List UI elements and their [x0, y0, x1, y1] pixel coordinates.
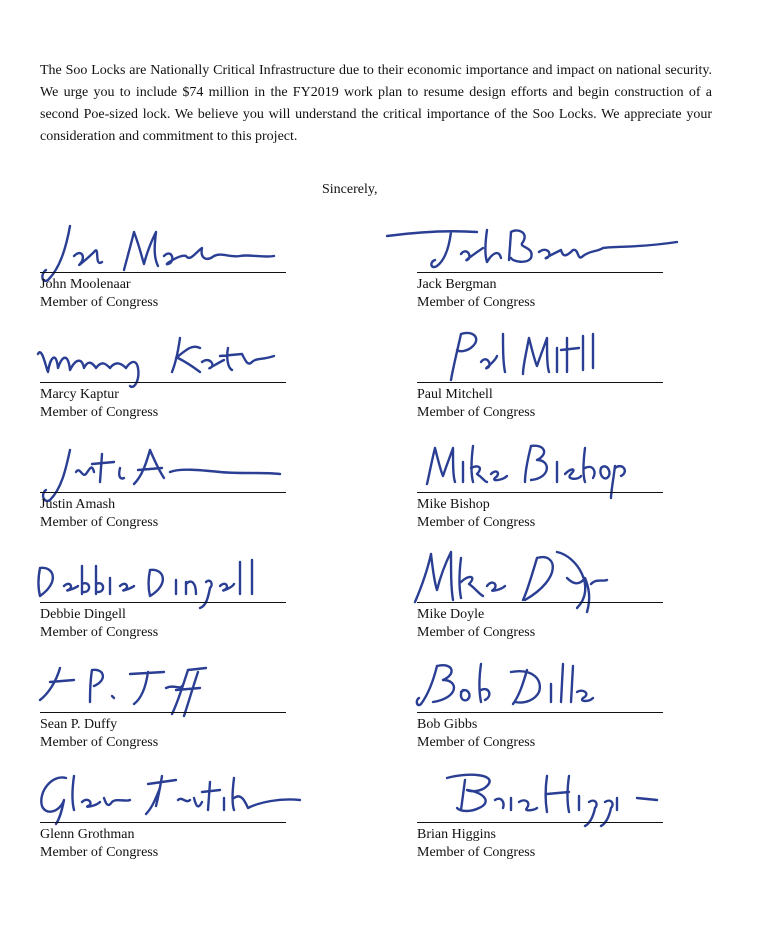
signature-line: [417, 382, 663, 383]
signatory-title: Member of Congress: [40, 625, 159, 640]
signature-block-amash: [40, 438, 290, 548]
signature-line: [40, 272, 286, 273]
signatory-title: Member of Congress: [40, 845, 159, 860]
signature-line: [417, 272, 663, 273]
signatory-title: Member of Congress: [417, 845, 536, 860]
signature-block-dingell: [40, 548, 290, 658]
signature-block-gibbs: [417, 658, 667, 768]
letter-body-paragraph: The Soo Locks are Nationally Critical Infrastructure due to their economic importance and impact on national security. We urge you to include $74 million in the FY2019 work plan to resume design efforts and begin construction of a second Poe-sized lock. We believe you will understand the critical importance of the Soo Locks. We appreciate your consideration and commitment to this project.: [40, 63, 712, 144]
signature-block-mitchell: [417, 328, 667, 438]
signatory-name: Brian Higgins: [417, 827, 496, 842]
signature-line: [417, 602, 663, 603]
signatory-name: Marcy Kaptur: [40, 387, 119, 402]
signature-line: [40, 822, 286, 823]
signatory-name: Justin Amash: [40, 497, 116, 512]
signatory-name: Debbie Dingell: [40, 607, 126, 622]
signatory-title: Member of Congress: [417, 515, 536, 530]
signatory-title: Member of Congress: [40, 515, 159, 530]
signatory-name: Sean P. Duffy: [40, 717, 118, 732]
signature-block-grothman: [40, 768, 290, 878]
signatory-title: Member of Congress: [417, 735, 536, 750]
signature-block-bergman: [417, 218, 667, 328]
signatory-title: Member of Congress: [417, 405, 536, 420]
signature-block-duffy: [40, 658, 290, 768]
signature-block-higgins: [417, 768, 667, 878]
signature-block-doyle: [417, 548, 667, 658]
signature-line: [40, 602, 286, 603]
letter-closing: Sincerely,: [322, 182, 378, 197]
signature-line: [417, 712, 663, 713]
signature-line: [40, 712, 286, 713]
signatory-name: Glenn Grothman: [40, 827, 135, 842]
signatory-title: Member of Congress: [40, 735, 159, 750]
signature-line: [40, 382, 286, 383]
signatory-name: Mike Bishop: [417, 497, 490, 512]
signatory-name: Bob Gibbs: [417, 717, 478, 732]
signature-block-bishop: [417, 438, 667, 548]
signatory-name: Jack Bergman: [417, 277, 497, 292]
signatory-name: Mike Doyle: [417, 607, 485, 622]
signature-block-moolenaar: [40, 218, 290, 328]
signatory-title: Member of Congress: [417, 625, 536, 640]
signature-line: [417, 822, 663, 823]
signatory-title: Member of Congress: [40, 295, 159, 310]
signatory-name: John Moolenaar: [40, 277, 131, 292]
signature-line: [40, 492, 286, 493]
signature-line: [417, 492, 663, 493]
signatory-title: Member of Congress: [40, 405, 159, 420]
signature-block-kaptur: [40, 328, 290, 438]
signatory-title: Member of Congress: [417, 295, 536, 310]
signatory-name: Paul Mitchell: [417, 387, 493, 402]
